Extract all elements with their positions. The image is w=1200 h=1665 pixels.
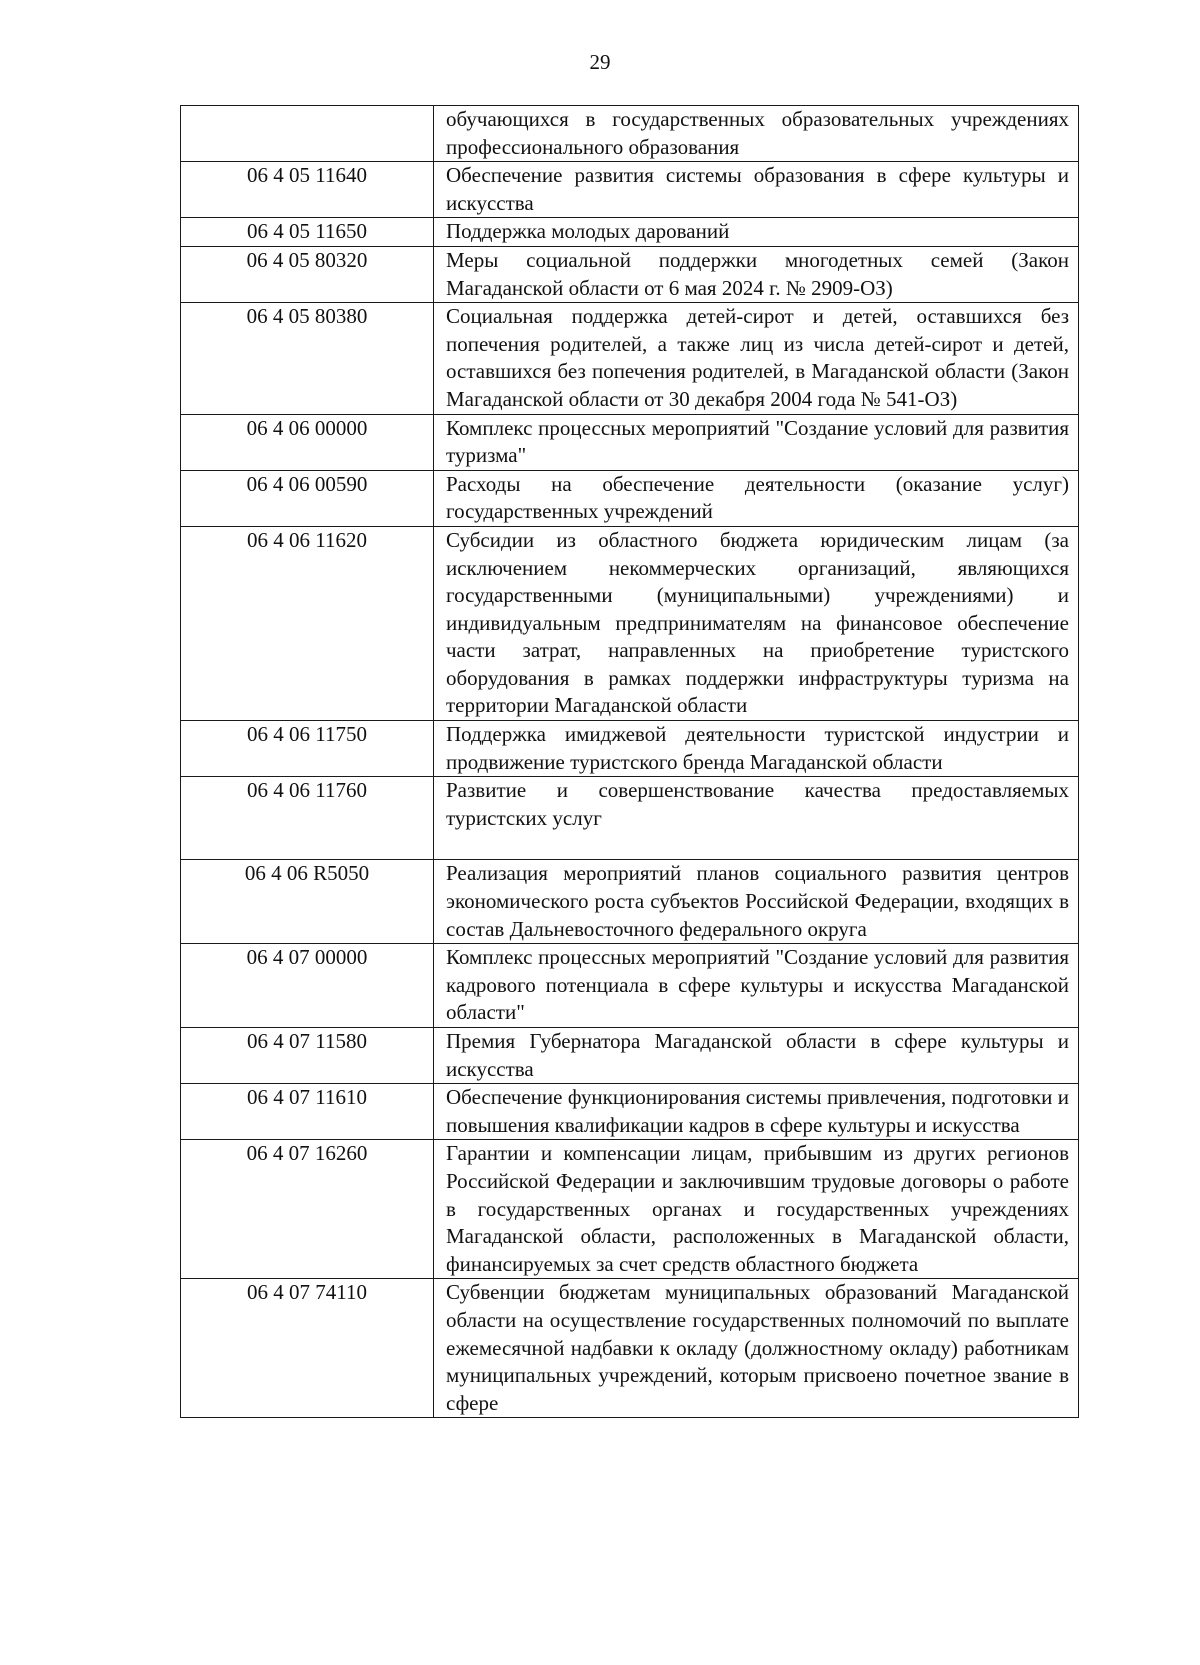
table-row xyxy=(181,860,1079,944)
row-description: Социальная поддержка детей-сирот и детей, оставшихся без попечения родителей, а также лиц из числа детей-сирот и детей, оставшихся без попечения родителей, в Магаданской области (Закон Магаданской области от 30 декабря 2004 года № 541-ОЗ) xyxy=(434,303,1079,414)
row-code: 06 4 07 11580 xyxy=(181,1028,434,1084)
row-code: 06 4 05 80320 xyxy=(181,246,434,302)
row-code: 06 4 06 11750 xyxy=(181,721,434,777)
table-row xyxy=(181,218,1079,247)
table-row xyxy=(181,1028,1079,1084)
table-row xyxy=(181,944,1079,1028)
row-description: Развитие и совершенствование качества предоставляемых туристских услуг xyxy=(434,777,1079,860)
row-description: Поддержка имиджевой деятельности туристской индустрии и продвижение туристского бренда Магаданской области xyxy=(434,721,1079,777)
row-description: Гарантии и компенсации лицам, прибывшим из других регионов Российской Федерации и заключившим трудовые договоры о работе в государственных органах и государственных учреждениях Магаданской области, расположенных в Магаданской области, финансируемых за счет средств областного бюджета xyxy=(434,1140,1079,1279)
row-code: 06 4 06 11760 xyxy=(181,777,434,860)
page-number: 29 xyxy=(589,50,611,74)
row-description: Комплекс процессных мероприятий "Создание условий для развития кадрового потенциала в сфере культуры и искусства Магаданской области" xyxy=(434,944,1079,1028)
row-code: 06 4 06 00590 xyxy=(181,470,434,526)
row-description: Реализация мероприятий планов социального развития центров экономического роста субъектов Российской Федерации, входящих в состав Дальневосточного федерального округа xyxy=(434,860,1079,944)
row-description: Субвенции бюджетам муниципальных образований Магаданской области на осуществление государственных полномочий по выплате ежемесячной надбавки к окладу (должностному окладу) работникам муниципальных учреждений, которым присвоено почетное звание в сфере xyxy=(434,1279,1079,1418)
row-description: Премия Губернатора Магаданской области в сфере культуры и искусства xyxy=(434,1028,1079,1084)
row-code xyxy=(181,106,434,162)
row-description: Поддержка молодых дарований xyxy=(434,218,1079,247)
table-row xyxy=(181,303,1079,414)
table-row xyxy=(181,106,1079,162)
table-row xyxy=(181,162,1079,218)
row-code: 06 4 06 00000 xyxy=(181,414,434,470)
row-code: 06 4 05 80380 xyxy=(181,303,434,414)
row-description: Субсидии из областного бюджета юридическим лицам (за исключением некоммерческих организаций, являющихся государственными (муниципальными) учреждениями) и индивидуальным предпринимателям на финансовое обеспечение части затрат, направленных на приобретение туристского оборудования в рамках поддержки инфраструктуры туризма на территории Магаданской области xyxy=(434,526,1079,720)
budget-code-table xyxy=(180,105,1079,1418)
table-row xyxy=(181,246,1079,302)
table-row xyxy=(181,777,1079,860)
row-description: Комплекс процессных мероприятий "Создание условий для развития туризма" xyxy=(434,414,1079,470)
table-row xyxy=(181,414,1079,470)
table-row xyxy=(181,526,1079,720)
row-code: 06 4 05 11650 xyxy=(181,218,434,247)
row-description: Меры социальной поддержки многодетных семей (Закон Магаданской области от 6 мая 2024 г. № 2909-ОЗ) xyxy=(434,246,1079,302)
table-row xyxy=(181,721,1079,777)
row-code: 06 4 07 11610 xyxy=(181,1084,434,1140)
table-row xyxy=(181,470,1079,526)
row-description: Расходы на обеспечение деятельности (оказание услуг) государственных учреждений xyxy=(434,470,1079,526)
row-description: обучающихся в государственных образовательных учреждениях профессионального образования xyxy=(434,106,1079,162)
row-description: Обеспечение функционирования системы привлечения, подготовки и повышения квалификации кадров в сфере культуры и искусства xyxy=(434,1084,1079,1140)
table-row xyxy=(181,1279,1079,1418)
row-code: 06 4 07 74110 xyxy=(181,1279,434,1418)
row-code: 06 4 07 16260 xyxy=(181,1140,434,1279)
row-code: 06 4 05 11640 xyxy=(181,162,434,218)
row-code: 06 4 06 11620 xyxy=(181,526,434,720)
row-code: 06 4 07 00000 xyxy=(181,944,434,1028)
table-row xyxy=(181,1084,1079,1140)
row-description: Обеспечение развития системы образования в сфере культуры и искусства xyxy=(434,162,1079,218)
row-code: 06 4 06 R5050 xyxy=(181,860,434,944)
table-row xyxy=(181,1140,1079,1279)
